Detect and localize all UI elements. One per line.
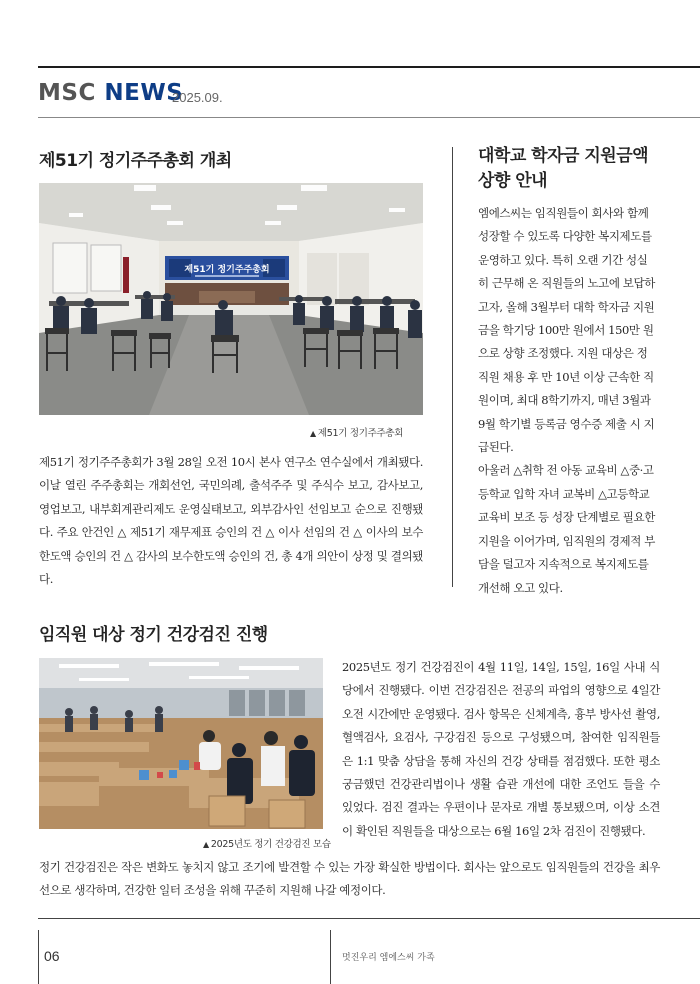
article1-title: 제51기 정기주주총회 개최 xyxy=(39,151,232,171)
brand-msc: MSC xyxy=(38,80,96,106)
article1-caption: ▲ 제51기 정기주주총회 xyxy=(310,428,404,439)
triangle-icon: ▲ xyxy=(310,429,316,438)
footer-divider xyxy=(38,930,39,984)
footer-divider xyxy=(330,930,331,984)
sidebar-paragraph: 엠에스씨는 임직원들이 회사와 함께 성장할 수 있도록 다양한 복지제도를 운영하고 있다. 특히 오랜 기간 성실히 근무해 온 직원들의 노고에 보답하고자, 올해 3월부터 대학 학자금 지원금을 학기당 100만 원에서 150만 원으로 상향 조정했다. 지원 대상은 정직원 채용 후 만 10년 이상 근속한 직원이며, 최대 8학기까지, 매년 3월과 9월 학기별 등록금 영수증 제출 시 지급된다. xyxy=(478,206,655,455)
sidebar-paragraph: 아울러 △취학 전 아동 교육비 △중·고등학교 입학 자녀 교복비 △고등학교 교육비 보조 등 성장 단계별로 필요한 지원을 이어가며, 임직원의 경제적 부담을 덜고자 지속적으로 복지제도를 개선해 오고 있다. xyxy=(478,463,655,595)
article1-body: 제51기 정기주주총회가 3월 28일 오전 10시 본사 연구소 연수실에서 개최됐다. 이날 열린 주주총회는 개회선언, 국민의례, 출석주주 및 주식수 보고, 감사보고, 영업보고, 내부회계관리제도 운영실태보고, 외부감사인 선임보고 순으로 진행됐다. 주요 안건인 △ 제51기 재무제표 승인의 건 △ 이사 선임의 건 △ 이사의 보수한도액 승인의 건 △ 감사의 보수한도액 승인의 건, 총 4개 의안이 상정 및 결의됐다. xyxy=(39,455,423,587)
footer-text: 멋진우리 엠에스씨 가족 xyxy=(342,953,435,963)
top-rule xyxy=(38,66,700,68)
shareholders-meeting-photo xyxy=(39,183,423,415)
issue-date: 2025.09. xyxy=(172,90,223,105)
brand-news: NEWS xyxy=(104,80,184,106)
article2-body-right: 2025년도 정기 건강검진이 4월 11일, 14일, 15일, 16일 사내 식당에서 진행됐다. 이번 건강검진은 전공의 파업의 영향으로 4일간 오전 시간에만 운영됐다. 검사 항목은 신체계측, 흉부 방사선 촬영, 혈액검사, 요검사, 구강검진 등으로 구성됐으며, 참여한 임직원들은 1:1 맞춤 상담을 통해 자신의 건강 상태를 점검했다. 또한 평소 궁금했던 건강관리법이나 생활 습관 개선에 대한 조언도 들을 수 있었다. 검진 결과는 우편이나 문자로 개별 통보됐으며, 이상 소견이 확인된 직원들을 대상으로는 6월 16일 2차 검진이 진행됐다. xyxy=(342,660,660,838)
newsletter-brand xyxy=(38,80,183,106)
sidebar-title: 대학교 학자금 지원금액 상향 안내 xyxy=(478,146,649,191)
article2-body-closing: 정기 건강검진은 작은 변화도 놓치지 않고 조기에 발견할 수 있는 가장 확실한 방법이다. 회사는 앞으로도 임직원들의 건강을 최우선으로 생각하며, 건강한 일터 조성을 위해 꾸준히 지원해 나갈 예정이다. xyxy=(39,860,660,898)
column-divider xyxy=(452,147,453,587)
article2-title: 임직원 대상 정기 건강검진 진행 xyxy=(39,625,268,645)
sidebar-body xyxy=(478,202,658,600)
header-rule xyxy=(38,117,700,118)
footer-rule xyxy=(38,918,700,919)
health-checkup-photo xyxy=(39,658,323,829)
article2-caption: ▲ 2025년도 정기 건강검진 모습 xyxy=(203,839,331,850)
svg-text:제51기 정기주주총회: 제51기 정기주주총회 xyxy=(184,265,270,275)
page-number: 06 xyxy=(44,948,60,964)
triangle-icon: ▲ xyxy=(203,840,209,849)
